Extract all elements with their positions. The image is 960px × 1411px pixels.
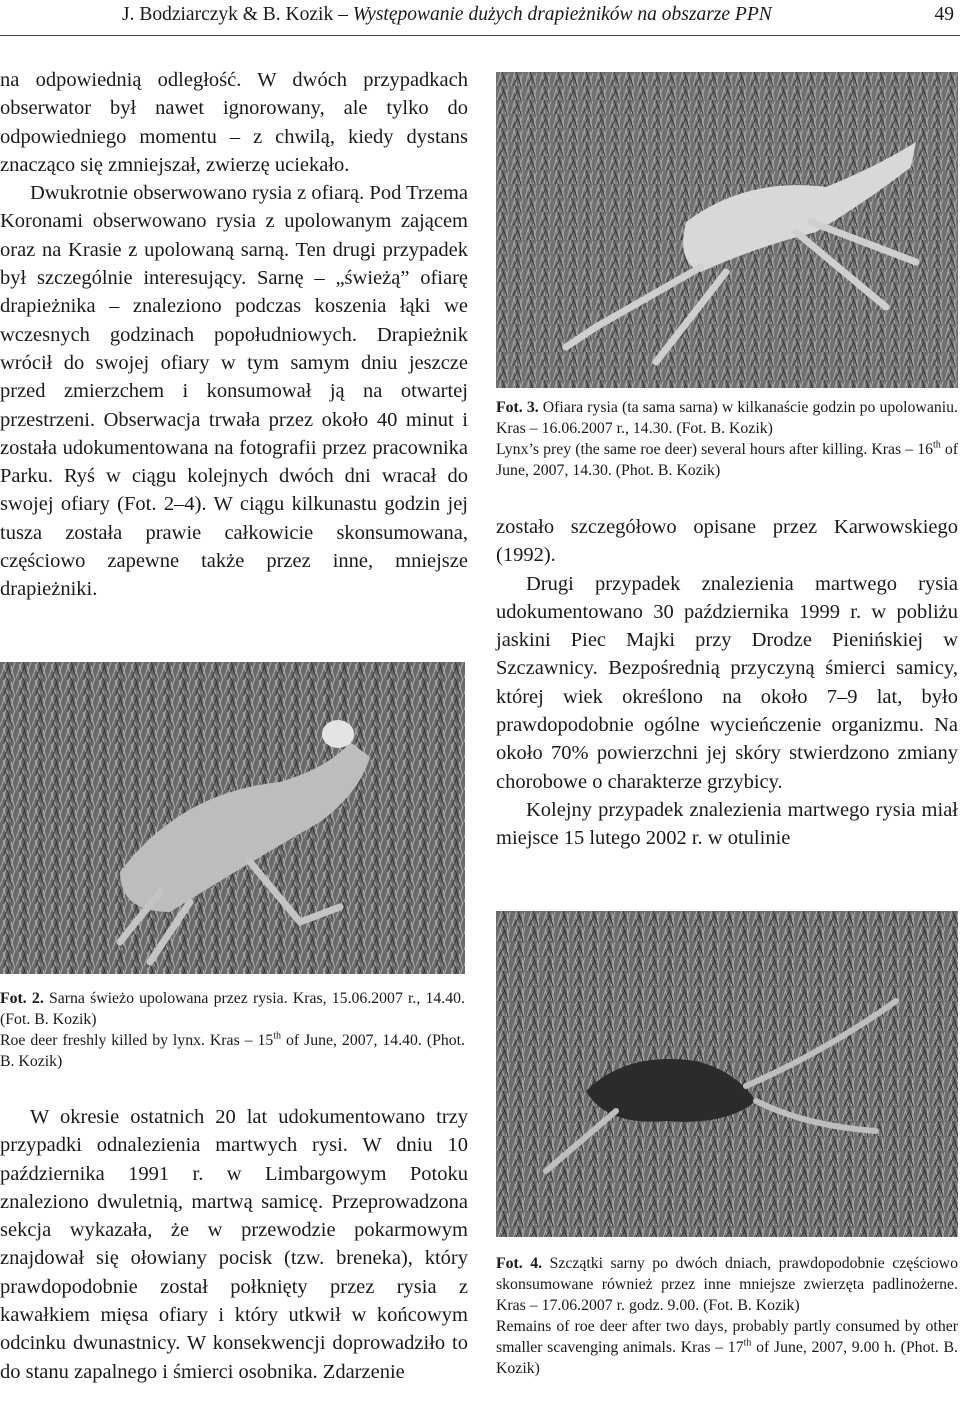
running-title bbox=[122, 3, 772, 27]
caption-fot-4: Fot. 4. Szczątki sarny po dwóch dniach, prawdopodobnie częściowo skonsumowane również przez inne mniejsze zwierzęta padlinożerne. Kras – 17.06.2007 r. godz. 9.00. (Fot. B. Kozik) Remains of roe deer after two days, probably partly consumed by other smaller scavenging animals. Kras – 17th of June, 2007, 9.00 h. (Phot. B. Kozik) bbox=[496, 1255, 958, 1377]
right-column-text bbox=[496, 513, 958, 853]
header-rule bbox=[0, 35, 960, 36]
right-paragraph-1: zostało szczegółowo opisane przez Karwowskiego (1992). bbox=[496, 516, 958, 567]
left-paragraph-2: Dwukrotnie obserwowano rysia z ofiarą. Pod Trzema Koronami obserwowano rysia z upolowanym zającem oraz na Krasie z upolowaną sarną. Ten drugi przypadek był szczególnie interesujący. Sarnę – „świeżą” ofiarę drapieżnika – znaleziono podczas koszenia łąki we wczesnych godzinach popołudniowych. Drapieżnik wrócił do swojej ofiary w tym samym dniu jeszcze przed zmierzchem i konsumował ją na otwartej przestrzeni. Obserwacja trwała przez około 40 minut i została udokumentowana na fotografii przez pracownika Parku. Ryś w ciągu kolejnych dwóch dni wracał do swojej ofiary (Fot. 2–4). W ciągu kilkunastu godzin jej tusza została prawie całkowicie skonsumowana, częściowo zapewne także przez inne, mniejsze drapieżniki. bbox=[0, 182, 468, 601]
caption-fot-2-pl: Sarna świeżo upolowana przez rysia. Kras, 15.06.2007 r., 14.40. (Fot. B. Kozik) bbox=[0, 990, 465, 1028]
header-authors: J. Bodziarczyk & B. Kozik – bbox=[122, 4, 353, 25]
caption-fot-2-en: Roe deer freshly killed by lynx. Kras – 15 bbox=[0, 1031, 274, 1049]
bottom-column-text bbox=[0, 1103, 468, 1386]
left-column-text bbox=[0, 66, 468, 604]
bottom-paragraph-1: W okresie ostatnich 20 lat udokumentowano trzy przypadki odnalezienia martwych rysi. W dniu 10 października 1991 r. w Limbargowym Potoku znaleziono dwuletnią, martwą samicę. Przeprowadzona sekcja wykazała, że w przewodzie pokarmowym znajdował się ołowiany pocisk (tzw. breneka), który prawdopodobnie został połknięty przez rysia z kawałkiem mięsa ofiary i który utkwił w końcowym odcinku dwunastnicy. W konsekwencji doprowadziło to do stanu zapalnego i śmierci osobnika. Zdarzenie bbox=[0, 1106, 468, 1383]
caption-fot-4-pl: Szczątki sarny po dwóch dniach, prawdopodobnie częściowo skonsumowane również przez inne mniejsze zwierzęta padlinożerne. Kras – 17.06.2007 r. godz. 9.00. (Fot. B. Kozik) bbox=[496, 1255, 958, 1314]
caption-fot-3-en: Lynx’s prey (the same roe deer) several hours after killing. Kras – 16 bbox=[496, 440, 933, 458]
caption-fot-3: Fot. 3. Ofiara rysia (ta sama sarna) w kilkanaście godzin po upolowaniu. Kras – 16.06.2007 r., 14.30. (Fot. B. Kozik) Lynx’s prey (the same roe deer) several hours after killing. Kras – 16th of June, 2007, 14.30. (Phot. B. Kozik) bbox=[496, 399, 959, 479]
page-number: 49 bbox=[934, 4, 954, 25]
photo-fot-2 bbox=[0, 662, 465, 974]
header-article-title: Występowanie dużych drapieżników na obszarze PPN bbox=[352, 4, 772, 25]
right-paragraph-2: Drugi przypadek znalezienia martwego rysia udokumentowano 30 października 1999 r. w pobliżu jaskini Piec Majki przy Drodze Pienińskiej w Szczawnicy. Bezpośrednią przyczyną śmierci samicy, której wiek określono na około 7–9 lat, było prawdopodobnie ogólne wycieńczenie organizmu. Na około 70% powierzchni jej skóry stwierdzono zmiany chorobowe o charakterze grzybicy. bbox=[496, 572, 958, 793]
running-header bbox=[0, 0, 960, 40]
caption-fot-4-label: Fot. 4. bbox=[496, 1255, 543, 1272]
caption-fot-3-pl: Ofiara rysia (ta sama sarna) w kilkanaście godzin po upolowaniu. Kras – 16.06.2007 r., 14.30. (Fot. B. Kozik) bbox=[496, 399, 958, 437]
photo-fot-4 bbox=[496, 911, 958, 1237]
photo-fot-3 bbox=[496, 72, 958, 388]
caption-fot-2: Fot. 2. Sarna świeżo upolowana przez rysia. Kras, 15.06.2007 r., 14.40. (Fot. B. Kozik) Roe deer freshly killed by lynx. Kras – 15th of June, 2007, 14.40. (Phot. B. Kozik) bbox=[0, 990, 465, 1070]
right-paragraph-3: Kolejny przypadek znalezienia martwego rysia miał miejsce 15 lutego 2002 r. w otulinie bbox=[496, 798, 958, 850]
caption-fot-3-label: Fot. 3. bbox=[496, 399, 539, 416]
left-paragraph-1: na odpowiednią odległość. W dwóch przypadkach obserwator był nawet ignorowany, ale tylko do odpowiedniego momentu – z chwilą, kiedy dystans znacząco się zmniejszał, zwierzę uciekało. bbox=[0, 69, 468, 176]
caption-fot-2-label: Fot. 2. bbox=[0, 990, 44, 1007]
caption-fot-4-en: Remains of roe deer after two days, probably partly consumed by other smaller scavenging animals. Kras – 17 bbox=[496, 1317, 958, 1356]
